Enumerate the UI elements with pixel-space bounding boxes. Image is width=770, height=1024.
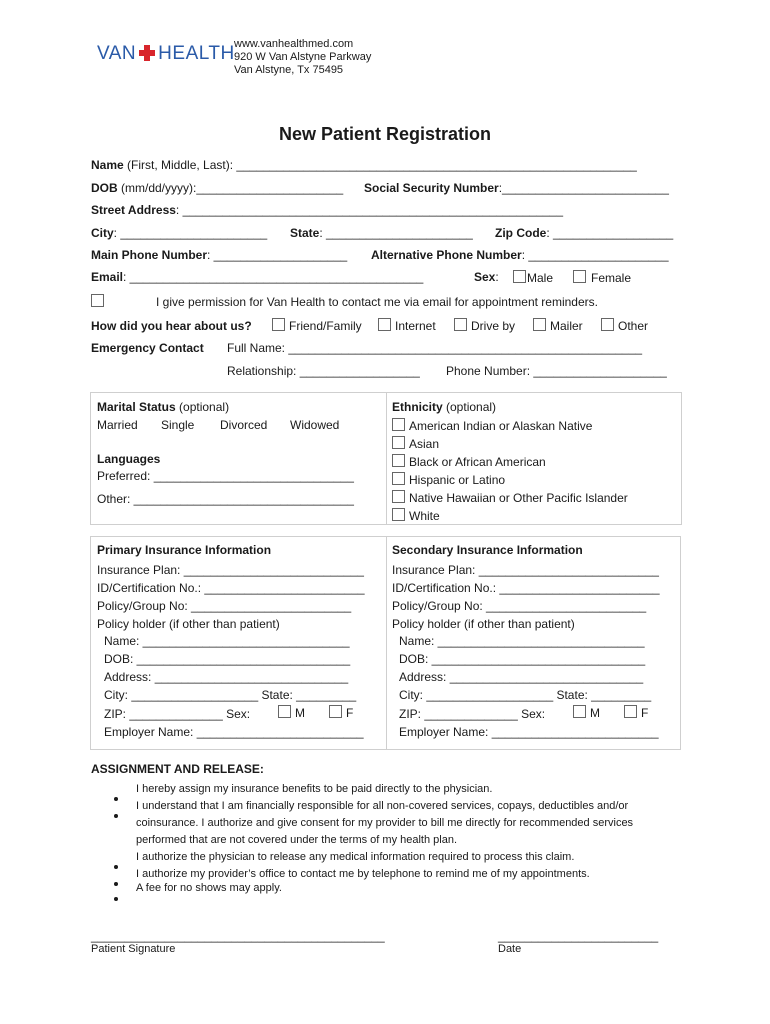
marital-option-divorced[interactable]: Divorced <box>220 418 268 432</box>
zip-label: Zip Code <box>495 226 547 240</box>
checkbox-icon[interactable] <box>601 318 614 331</box>
sex-m-label: M <box>295 706 305 720</box>
sex-label: Sex <box>474 270 496 284</box>
ssn-field[interactable]: :_________________________ <box>498 181 669 195</box>
secondary-sex-f-option[interactable] <box>624 705 648 720</box>
marital-title: Marital Status <box>97 400 176 414</box>
main-phone-field[interactable]: : ____________________ <box>207 248 348 262</box>
sex-f-label: F <box>346 706 354 720</box>
secondary-holder-name-field[interactable]: Name: _______________________________ <box>399 634 645 648</box>
assignment-bullet-3: I authorize the physician to release any medical information required to process this claim. <box>136 851 575 863</box>
secondary-holder-dob-field[interactable]: DOB: ________________________________ <box>399 652 646 666</box>
bullet-dot <box>114 856 118 874</box>
page-title: New Patient Registration <box>278 124 492 144</box>
hear-option-friend[interactable] <box>272 318 362 333</box>
primary-id-field[interactable]: ID/Certification No.: ________________________ <box>97 581 365 595</box>
secondary-plan-field[interactable]: Insurance Plan: ___________________________ <box>392 563 659 577</box>
primary-insurance-title: Primary Insurance Information <box>97 543 272 557</box>
website-text: www.vanhealthmed.com <box>234 38 354 50</box>
hear-option-label: Other <box>618 319 649 333</box>
bullet-dot <box>114 888 118 906</box>
main-phone-label: Main Phone Number <box>91 248 208 262</box>
assignment-bullet-5: A fee for no shows may apply. <box>136 882 282 894</box>
city-field[interactable]: : ______________________ <box>113 226 268 240</box>
permission-checkbox[interactable] <box>91 294 108 309</box>
hear-option-mailer[interactable] <box>533 318 583 333</box>
state-field[interactable]: : ______________________ <box>319 226 473 240</box>
emergency-label: Emergency Contact <box>91 341 204 355</box>
ssn-label: Social Security Number <box>364 181 499 195</box>
languages-title: Languages <box>97 452 161 466</box>
dob-hint: (mm/dd/yyyy): <box>121 181 197 195</box>
primary-group-field[interactable]: Policy/Group No: ________________________ <box>97 599 352 613</box>
email-field[interactable]: : ____________________________________________ <box>123 270 424 284</box>
street-field[interactable]: : _________________________________________________________ <box>175 203 563 217</box>
checkbox-icon[interactable] <box>392 490 405 503</box>
secondary-id-field[interactable]: ID/Certification No.: ________________________ <box>392 581 660 595</box>
logo-health-text: HEALTH <box>158 43 235 64</box>
name-hint: (First, Middle, Last): <box>127 158 234 172</box>
hear-option-label: Friend/Family <box>289 319 362 333</box>
dob-label: DOB <box>91 181 118 195</box>
marital-optional: (optional) <box>179 400 230 414</box>
permission-text: I give permission for Van Health to contact me via email for appointment reminders. <box>156 295 598 309</box>
checkbox-icon[interactable] <box>378 318 391 331</box>
hear-option-other[interactable] <box>601 318 648 333</box>
state-label: State <box>290 226 320 240</box>
date-label: Date <box>498 943 522 955</box>
checkbox-icon[interactable] <box>392 454 405 467</box>
primary-holder-dob-field[interactable]: DOB: ________________________________ <box>104 652 351 666</box>
alt-phone-field[interactable]: : _____________________ <box>521 248 669 262</box>
secondary-employer-field[interactable]: Employer Name: _________________________ <box>399 725 659 739</box>
preferred-language-field[interactable]: Preferred: ______________________________ <box>97 469 354 483</box>
other-language-field[interactable]: Other: _________________________________ <box>97 492 354 506</box>
ethnicity-option-label: Hispanic or Latino <box>409 473 506 487</box>
checkbox-icon[interactable] <box>392 418 405 431</box>
city-label: City <box>91 226 114 240</box>
primary-employer-field[interactable]: Employer Name: _________________________ <box>104 725 364 739</box>
ethnicity-title: Ethnicity <box>392 400 443 414</box>
address-line-1: 920 W Van Alstyne Parkway <box>234 51 372 63</box>
sex-row <box>474 270 499 284</box>
primary-plan-field[interactable]: Insurance Plan: ___________________________ <box>97 563 364 577</box>
patient-signature-label: Patient Signature <box>91 943 176 955</box>
hear-label: How did you hear about us? <box>91 319 252 333</box>
ethnicity-option[interactable] <box>392 418 592 433</box>
checkbox-icon[interactable] <box>624 705 637 718</box>
checkbox-icon[interactable] <box>278 705 291 718</box>
checkbox-icon[interactable] <box>392 508 405 521</box>
assignment-bullet-1: I hereby assign my insurance benefits to be paid directly to the physician. <box>136 783 493 795</box>
bullet-dot <box>114 805 118 823</box>
marital-option-single[interactable]: Single <box>161 418 195 432</box>
ethnicity-option-label: Black or African American <box>409 455 546 469</box>
state-row <box>290 226 473 240</box>
checkbox-icon[interactable] <box>454 318 467 331</box>
primary-sex-m-option[interactable] <box>278 705 305 720</box>
hear-option-label: Drive by <box>471 319 516 333</box>
primary-holder-zip-field[interactable]: ZIP: ______________ Sex: <box>104 707 251 721</box>
main-phone-row <box>91 248 347 262</box>
ethnicity-option[interactable] <box>392 454 546 469</box>
primary-holder-name-field[interactable]: Name: _______________________________ <box>104 634 350 648</box>
secondary-holder-city-state-field[interactable]: City: ___________________ State: _________ <box>399 688 652 702</box>
logo <box>97 43 235 65</box>
secondary-holder-zip-field[interactable]: ZIP: ______________ Sex: <box>399 707 546 721</box>
city-row <box>91 226 267 240</box>
emergency-phone-field[interactable]: Phone Number: ____________________ <box>446 364 667 378</box>
assignment-bullet-2c: performed that are not covered under the terms of my health plan. <box>136 834 458 846</box>
checkbox-icon[interactable] <box>272 318 285 331</box>
dob-row <box>91 181 343 195</box>
ethnicity-heading <box>392 400 496 414</box>
address-line-2: Van Alstyne, Tx 75495 <box>234 64 344 76</box>
secondary-group-field[interactable]: Policy/Group No: ________________________ <box>392 599 647 613</box>
ethnicity-option[interactable] <box>392 490 628 505</box>
name-label: Name <box>91 158 124 172</box>
checkbox-icon[interactable] <box>573 705 586 718</box>
name-field[interactable]: ____________________________________________________________ <box>236 158 637 172</box>
emergency-relationship-field[interactable]: Relationship: __________________ <box>227 364 420 378</box>
alt-phone-row <box>371 248 669 262</box>
secondary-sex-m-option[interactable] <box>573 705 600 720</box>
primary-holder-label: Policy holder (if other than patient) <box>97 617 280 631</box>
street-label: Street Address <box>91 203 176 217</box>
sex-female-option[interactable] <box>573 270 631 285</box>
hear-option-internet[interactable] <box>378 318 436 333</box>
logo-van-text: VAN <box>97 43 137 64</box>
street-row <box>91 203 563 217</box>
assignment-bullet-2b: coinsurance. I authorize and give consent for my provider to bill me directly for recommended services <box>136 817 634 829</box>
ethnicity-option-label: American Indian or Alaskan Native <box>409 419 593 433</box>
sex-f-label: F <box>641 706 649 720</box>
hear-option-label: Mailer <box>550 319 583 333</box>
primary-holder-city-state-field[interactable]: City: ___________________ State: _________ <box>104 688 357 702</box>
secondary-holder-address-field[interactable]: Address: _____________________________ <box>399 670 644 684</box>
checkbox-icon[interactable] <box>392 436 405 449</box>
checkbox-icon[interactable] <box>392 472 405 485</box>
sex-male-label: Male <box>527 271 554 285</box>
marital-heading <box>97 400 229 414</box>
hear-option-driveby[interactable] <box>454 318 515 333</box>
ethnicity-option[interactable] <box>392 472 505 487</box>
ethnicity-option-label: Asian <box>409 437 440 451</box>
red-cross-icon <box>139 45 155 61</box>
checkbox-icon[interactable] <box>329 705 342 718</box>
zip-row <box>495 226 673 240</box>
assignment-bullet-2a: I understand that I am financially responsible for all non-covered services, copays, deductibles and/or <box>136 800 629 812</box>
marital-option-married[interactable]: Married <box>97 418 138 432</box>
checkbox-icon[interactable] <box>533 318 546 331</box>
sex-male-option[interactable] <box>513 270 553 285</box>
checkbox-icon[interactable] <box>91 294 104 307</box>
assignment-title: ASSIGNMENT AND RELEASE: <box>91 762 264 776</box>
alt-phone-label: Alternative Phone Number <box>371 248 522 262</box>
name-row <box>91 158 637 172</box>
bullet-dot <box>114 788 118 806</box>
checkbox-icon[interactable] <box>513 270 526 283</box>
sex-female-label: Female <box>591 271 632 285</box>
sex-m-label: M <box>590 706 600 720</box>
secondary-insurance-title: Secondary Insurance Information <box>392 543 583 557</box>
zip-field[interactable]: : __________________ <box>546 226 674 240</box>
sex-colon: : <box>495 270 499 284</box>
emergency-full-name-field[interactable]: Full Name: _____________________________________________________ <box>227 341 643 355</box>
email-row <box>91 270 423 284</box>
hear-option-label: Internet <box>395 319 436 333</box>
primary-sex-f-option[interactable] <box>329 705 353 720</box>
patient-signature-field[interactable]: ____________________________________________ <box>91 929 385 943</box>
ethnicity-option[interactable] <box>392 508 440 523</box>
email-label: Email <box>91 270 124 284</box>
ethnicity-optional: (optional) <box>446 400 497 414</box>
marital-option-widowed[interactable]: Widowed <box>290 418 340 432</box>
assignment-bullet-4: I authorize my provider’s office to contact me by telephone to remind me of my appointments. <box>136 868 590 880</box>
primary-holder-address-field[interactable]: Address: _____________________________ <box>104 670 349 684</box>
ethnicity-option-label: Native Hawaiian or Other Pacific Islander <box>409 491 628 505</box>
ssn-row <box>364 181 669 195</box>
secondary-holder-label: Policy holder (if other than patient) <box>392 617 575 631</box>
checkbox-icon[interactable] <box>573 270 586 283</box>
dob-field[interactable]: ______________________ <box>196 181 344 195</box>
ethnicity-option[interactable] <box>392 436 439 451</box>
ethnicity-option-label: White <box>409 509 440 523</box>
date-field[interactable]: ________________________ <box>498 929 659 943</box>
